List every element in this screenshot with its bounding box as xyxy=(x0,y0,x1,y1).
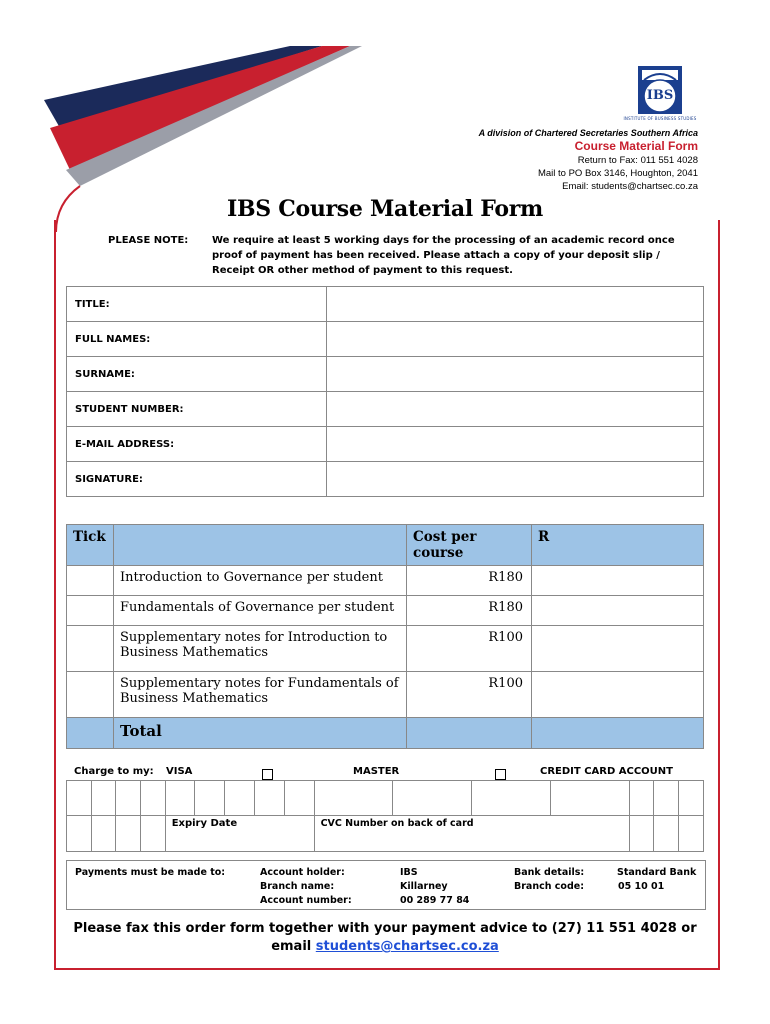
course-price: R100 xyxy=(407,672,532,718)
full-names-label: FULL NAMES: xyxy=(67,322,327,357)
total-amount-cell[interactable] xyxy=(532,718,704,749)
fax-line: Return to Fax: 011 551 4028 xyxy=(577,155,698,166)
email-address-label: E-MAIL ADDRESS: xyxy=(67,427,327,462)
visa-label: VISA xyxy=(166,766,193,777)
payment-details-box xyxy=(66,860,706,910)
card-digit-cell[interactable] xyxy=(116,816,141,852)
course-name: Supplementary notes for Introduction to Business Mathematics xyxy=(114,626,407,672)
total-cost-cell xyxy=(407,718,532,749)
account-number-label: Account number: xyxy=(260,895,352,906)
surname-label: SURNAME: xyxy=(67,357,327,392)
course-table xyxy=(66,524,704,749)
tick-cell[interactable] xyxy=(67,566,114,596)
form-name: Course Material Form xyxy=(574,139,698,153)
card-digit-cell[interactable] xyxy=(67,816,92,852)
card-digit-cell[interactable] xyxy=(284,781,314,816)
details-row xyxy=(67,462,704,497)
course-row xyxy=(67,626,704,672)
card-digit-cell[interactable] xyxy=(225,781,255,816)
charge-label: Charge to my: xyxy=(74,766,154,777)
card-digits-row xyxy=(67,781,704,816)
logo-subtext: INSTITUTE OF BUSINESS STUDIES xyxy=(623,116,697,121)
title-label: TITLE: xyxy=(67,287,327,322)
branch-name-label: Branch name: xyxy=(260,881,335,892)
surname-field[interactable] xyxy=(327,357,704,392)
card-digit-cell[interactable] xyxy=(472,781,551,816)
course-row xyxy=(67,566,704,596)
cvc-digit-cell[interactable] xyxy=(679,816,704,852)
course-header-row xyxy=(67,525,704,566)
branch-name-value: Killarney xyxy=(400,881,448,892)
course-price: R100 xyxy=(407,626,532,672)
footer-instructions xyxy=(0,920,770,956)
details-row xyxy=(67,357,704,392)
course-row xyxy=(67,596,704,626)
tick-header: Tick xyxy=(67,525,114,566)
cvc-label: CVC Number on back of card xyxy=(314,816,629,852)
division-text: A division of Chartered Secretaries Southern Africa xyxy=(478,128,698,138)
card-extra-row xyxy=(67,816,704,852)
footer-email-link[interactable]: students@chartsec.co.za xyxy=(315,939,499,954)
card-digit-cell[interactable] xyxy=(654,781,679,816)
email-address-field[interactable] xyxy=(327,427,704,462)
full-names-field[interactable] xyxy=(327,322,704,357)
account-number-value: 00 289 77 84 xyxy=(400,895,470,906)
course-price: R180 xyxy=(407,566,532,596)
title-field[interactable] xyxy=(327,287,704,322)
visa-checkbox[interactable] xyxy=(262,769,273,780)
master-label: MASTER xyxy=(353,766,400,777)
payment-intro: Payments must be made to: xyxy=(75,867,226,878)
details-row xyxy=(67,287,704,322)
details-row xyxy=(67,392,704,427)
card-digit-cell[interactable] xyxy=(165,781,195,816)
branch-code-value: 05 10 01 xyxy=(618,881,665,892)
signature-field[interactable] xyxy=(327,462,704,497)
mail-line: Mail to PO Box 3146, Houghton, 2041 xyxy=(537,168,698,179)
course-name: Fundamentals of Governance per student xyxy=(114,596,407,626)
amount-cell[interactable] xyxy=(532,626,704,672)
signature-label: SIGNATURE: xyxy=(67,462,327,497)
student-number-label: STUDENT NUMBER: xyxy=(67,392,327,427)
cvc-digit-cell[interactable] xyxy=(629,816,654,852)
account-holder-value: IBS xyxy=(400,867,418,878)
r-header: R xyxy=(532,525,704,566)
card-digit-cell[interactable] xyxy=(195,781,225,816)
amount-cell[interactable] xyxy=(532,596,704,626)
card-digit-cell[interactable] xyxy=(679,781,704,816)
card-digit-cell[interactable] xyxy=(141,781,166,816)
student-number-field[interactable] xyxy=(327,392,704,427)
card-digit-cell[interactable] xyxy=(141,816,166,852)
total-label: Total xyxy=(114,718,407,749)
card-digit-cell[interactable] xyxy=(550,781,629,816)
card-digit-cell[interactable] xyxy=(254,781,284,816)
master-checkbox[interactable] xyxy=(495,769,506,780)
total-tick-cell xyxy=(67,718,114,749)
card-digit-cell[interactable] xyxy=(91,781,116,816)
tick-cell[interactable] xyxy=(67,672,114,718)
tick-cell[interactable] xyxy=(67,596,114,626)
note-text: We require at least 5 working days for the processing of an academic record once proof of payment has been received. Please attach a copy of your deposit slip / Receipt OR other method of payment to this request. xyxy=(212,235,675,276)
card-digit-cell[interactable] xyxy=(116,781,141,816)
footer-email-line xyxy=(0,938,770,956)
course-name: Introduction to Governance per student xyxy=(114,566,407,596)
credit-card-account-label: CREDIT CARD ACCOUNT xyxy=(540,766,673,777)
cost-header: Cost per course xyxy=(407,525,532,566)
course-name: Supplementary notes for Fundamentals of Business Mathematics xyxy=(114,672,407,718)
amount-cell[interactable] xyxy=(532,672,704,718)
card-digit-cell[interactable] xyxy=(91,816,116,852)
amount-cell[interactable] xyxy=(532,566,704,596)
tick-cell[interactable] xyxy=(67,626,114,672)
card-digit-cell[interactable] xyxy=(393,781,472,816)
bank-details-label: Bank details: xyxy=(514,867,585,878)
footer-email-prefix: email xyxy=(271,939,312,954)
bank-value: Standard Bank xyxy=(617,867,697,878)
expiry-date-label: Expiry Date xyxy=(165,816,314,852)
course-row xyxy=(67,672,704,718)
page-title: IBS Course Material Form xyxy=(227,196,543,222)
course-price: R180 xyxy=(407,596,532,626)
total-row xyxy=(67,718,704,749)
branch-code-label: Branch code: xyxy=(514,881,585,892)
logo-text: IBS xyxy=(646,88,674,103)
card-number-table xyxy=(66,780,704,852)
card-digit-cell[interactable] xyxy=(67,781,92,816)
student-details-table xyxy=(66,286,704,497)
details-row xyxy=(67,322,704,357)
account-holder-label: Account holder: xyxy=(260,867,345,878)
course-header xyxy=(114,525,407,566)
footer-text: Please fax this order form together with your payment advice to (27) 11 551 4028 or xyxy=(73,921,697,936)
card-digit-cell[interactable] xyxy=(314,781,393,816)
note-label: PLEASE NOTE: xyxy=(108,235,189,246)
details-row xyxy=(67,427,704,462)
card-digit-cell[interactable] xyxy=(629,781,654,816)
cvc-digit-cell[interactable] xyxy=(654,816,679,852)
email-line: Email: students@chartsec.co.za xyxy=(562,181,698,192)
